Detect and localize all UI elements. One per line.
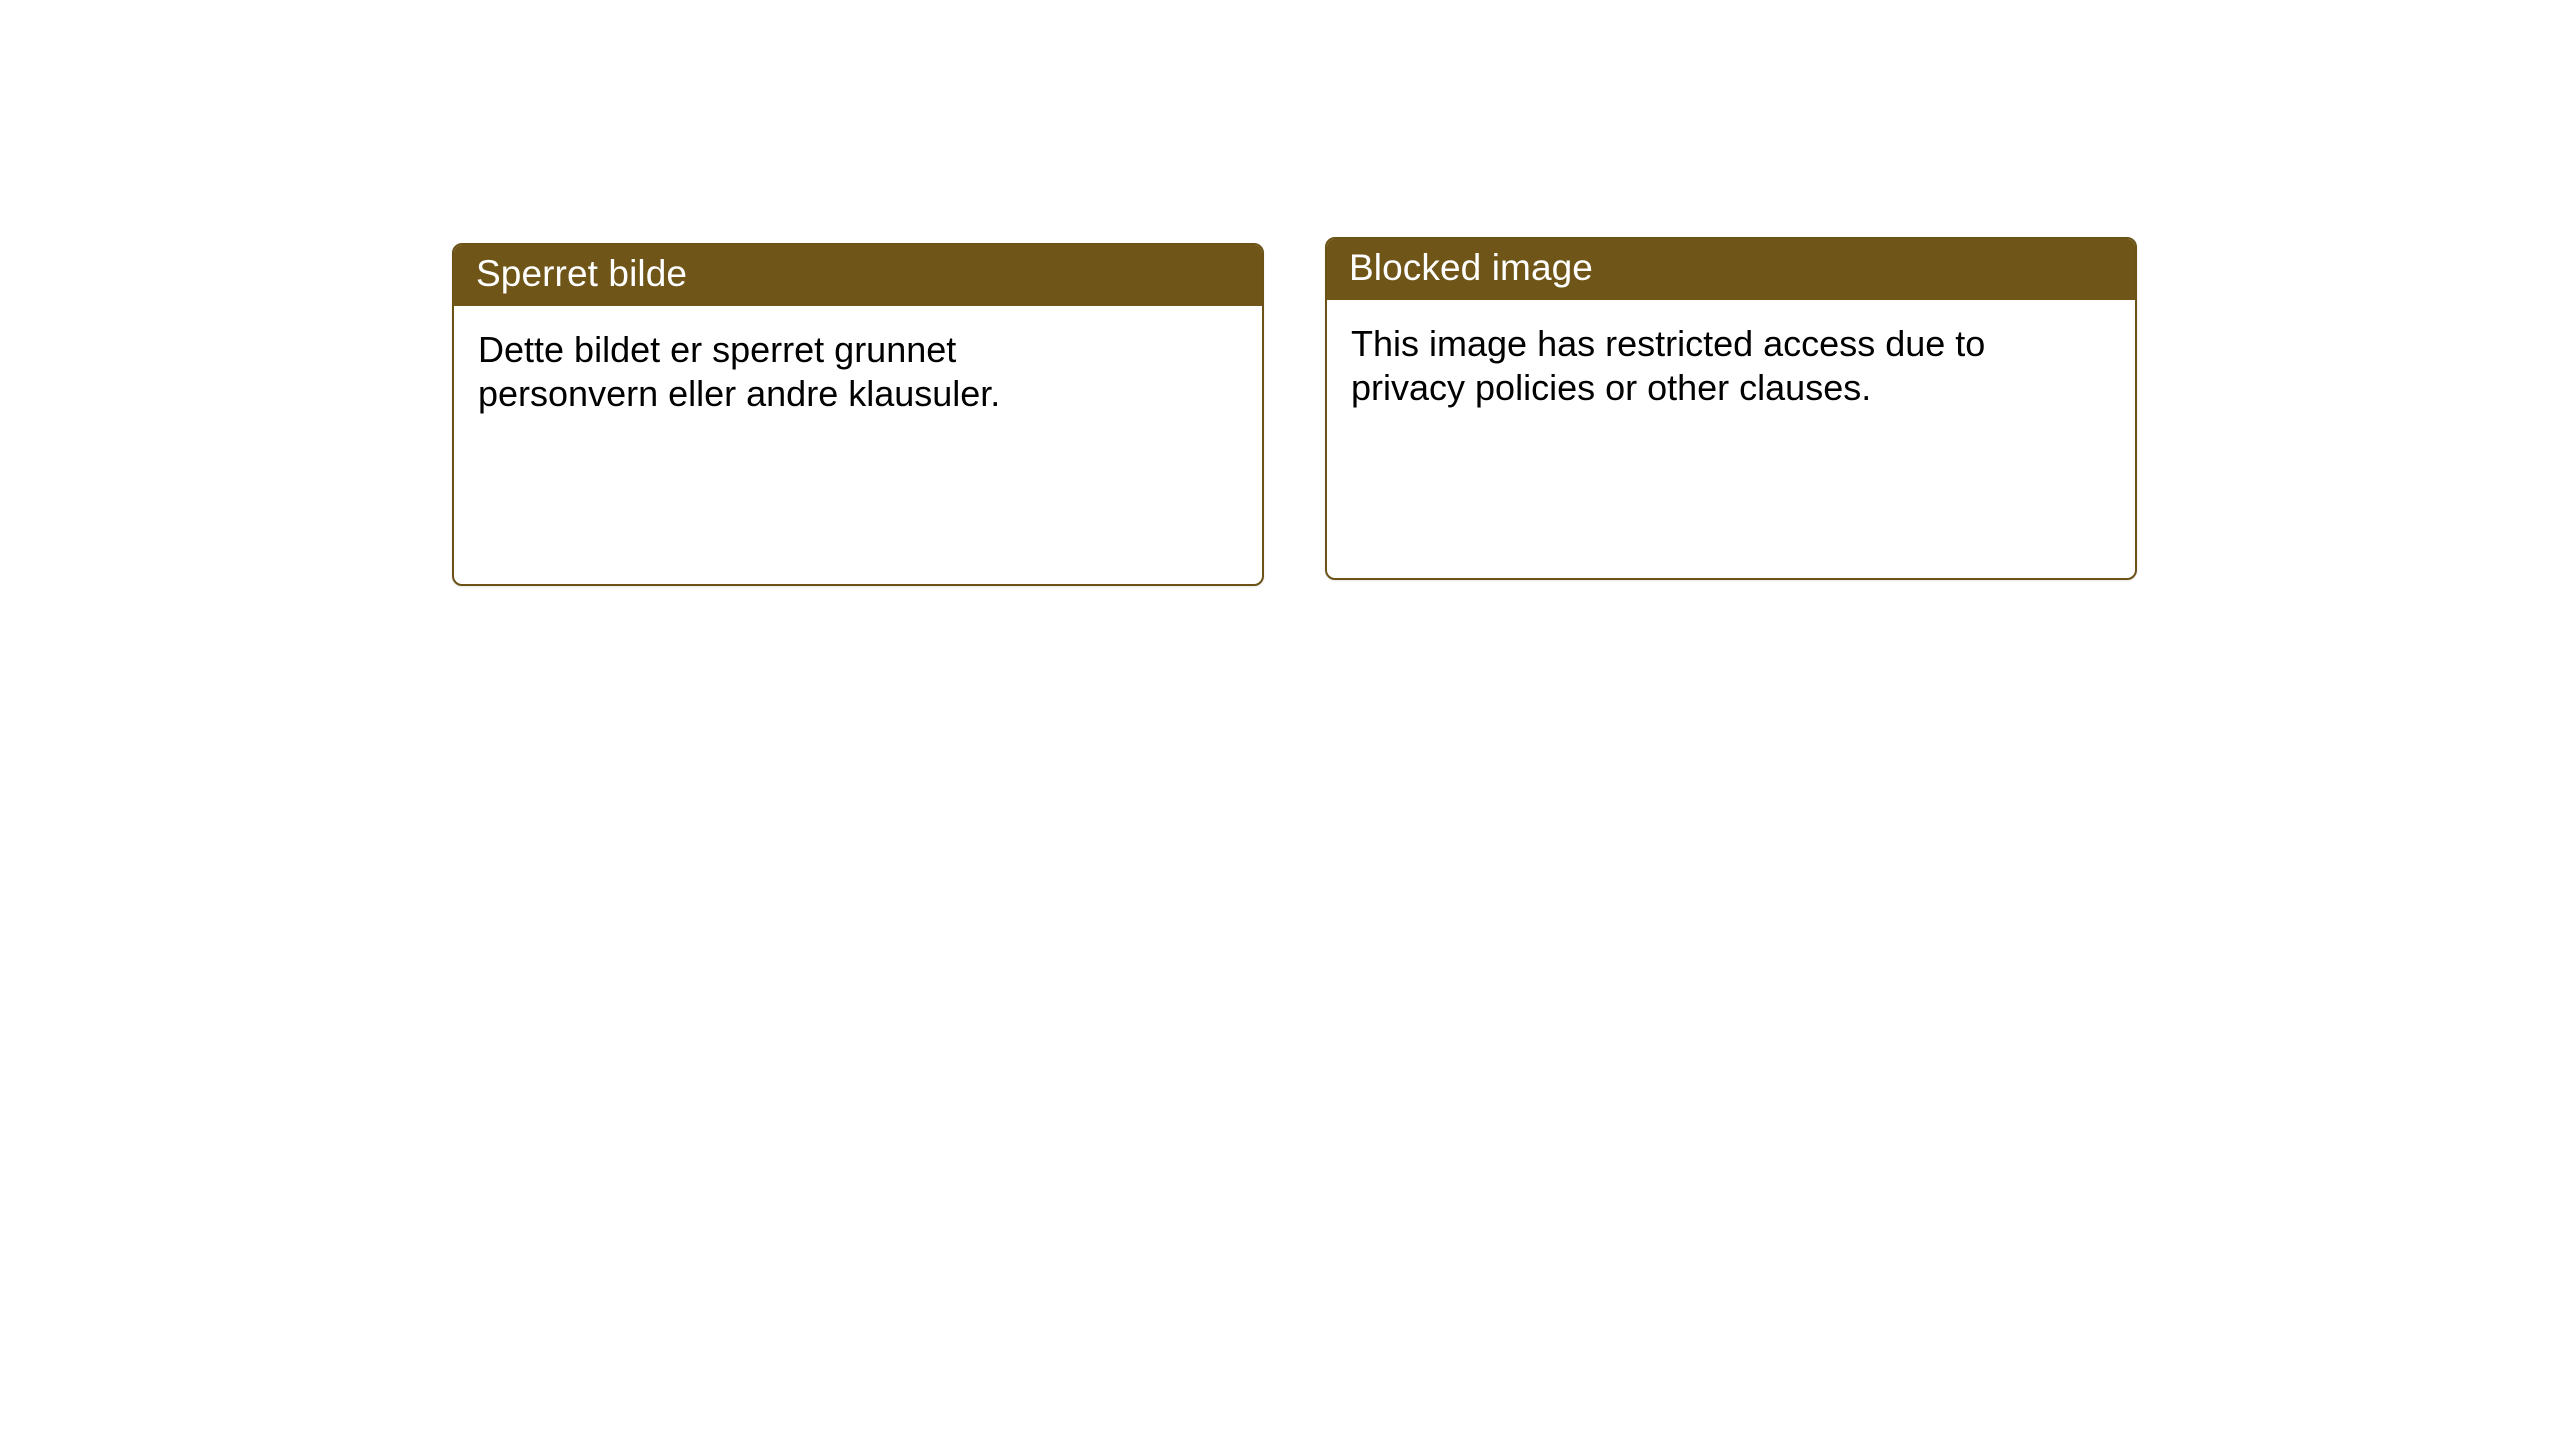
blocked-image-notice-title-en: Blocked image [1327,239,2135,300]
blocked-image-notice-body-en [1327,300,2135,411]
blocked-image-notice-body-no [454,306,1262,417]
blocked-image-notice-card-en [1325,237,2137,580]
blocked-image-notice-message-no: Dette bildet er sperret grunnet personvern eller andre klausuler. [478,328,1001,415]
blocked-image-notice-title-no: Sperret bilde [454,245,1262,306]
blocked-image-notice-card-no [452,243,1264,586]
blocked-image-notice-message-en: This image has restricted access due to privacy policies or other clauses. [1351,322,1986,409]
